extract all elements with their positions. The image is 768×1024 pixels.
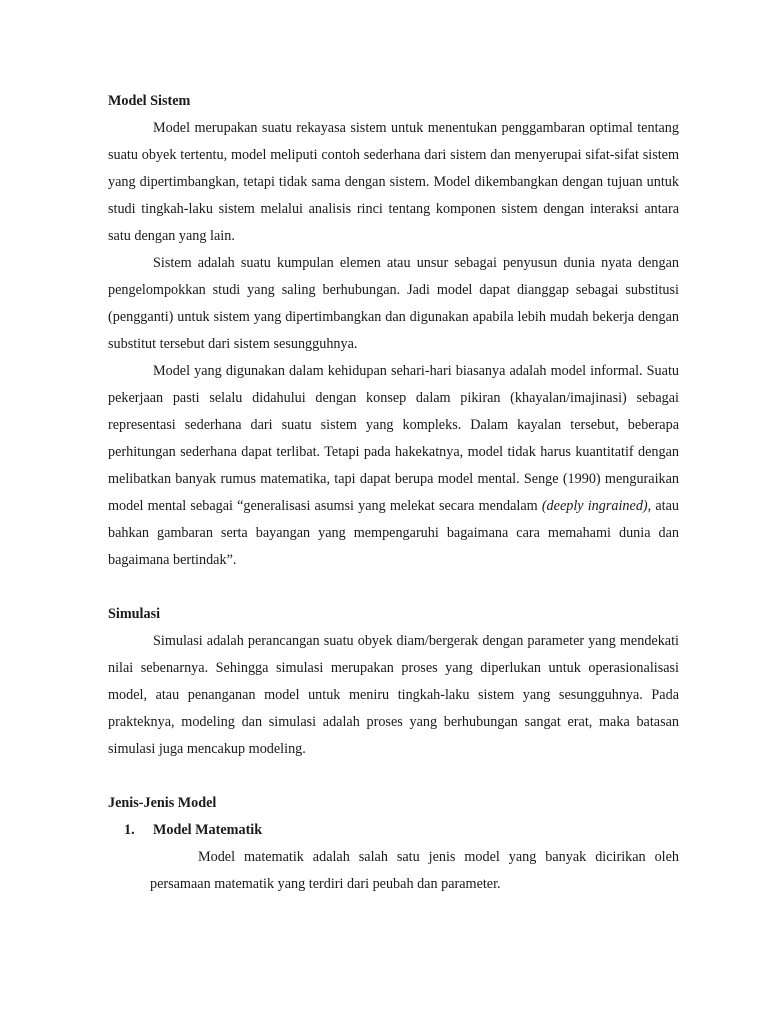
paragraph-text: Model yang digunakan dalam kehidupan sehari-hari biasanya adalah model informal. Suatu pekerjaan pasti selalu didahului dengan konsep dalam pikiran (khayalan/imajinasi) sebagai representasi sederhana dari suatu sistem yang kompleks. Dalam kayalan tersebut, beberapa perhitungan sederhana dapat terlibat. Tetapi pada hakekatnya, model tidak harus kuantitatif dengan melibatkan banyak rumus matematika, tapi dapat berupa model mental. Senge (1990) menguraikan model mental sebagai “generalisasi asumsi yang melekat secara mendalam [108, 363, 679, 514]
paragraph-sistem-definition: Sistem adalah suatu kumpulan elemen atau unsur sebagai penyusun dunia nyata dengan pengelompokkan studi yang saling berhubungan. Jadi model dapat dianggap sebagai substitusi (pengganti) untuk sistem yang dipertimbangkan dan digunakan apabila lebih mudah bekerja dengan substitut tersebut dari sistem sesungguhnya. [108, 255, 679, 352]
paragraph-simulasi-definition: Simulasi adalah perancangan suatu obyek diam/bergerak dengan parameter yang mendekati nilai sebenarnya. Sehingga simulasi merupakan proses yang diperlukan untuk operasionalisasi model, atau penanganan model untuk meniru tingkah-laku sistem yang sesungguhnya. Pada prakteknya, modeling dan simulasi adalah proses yang berhubungan sangat erat, maka batasan simulasi juga mencakup modeling. [108, 633, 679, 757]
paragraph-model-definition: Model merupakan suatu rekayasa sistem untuk menentukan penggambaran optimal tentang suatu obyek tertentu, model meliputi contoh sederhana dari sistem dan menyerupai sifat-sifat sistem yang dipertimbangkan, tetapi tidak sama dengan sistem. Model dikembangkan dengan tujuan untuk studi tingkah-laku sistem melalui analisis rinci tentang komponen sistem dengan interaksi antara satu dengan yang lain. [108, 120, 679, 244]
paragraph-gap [108, 574, 679, 601]
paragraph-gap [108, 763, 679, 790]
paragraph-model-informal [108, 358, 679, 574]
paragraph-model-matematik: Model matematik adalah salah satu jenis model yang banyak dicirikan oleh persamaan matematik yang terdiri dari peubah dan parameter. [150, 849, 679, 892]
list-item-model-matematik [124, 817, 679, 844]
section-heading-simulasi: Simulasi [108, 606, 161, 622]
italic-term: (deeply ingrained) [541, 498, 648, 514]
section-heading-model-sistem: Model Sistem [108, 93, 191, 109]
list-item-title: Model Matematik [153, 822, 263, 838]
list-item-number: 1. [124, 822, 135, 838]
document-page [108, 88, 679, 898]
paragraph-text: , atau bahkan gambaran serta bayangan yang mempengaruhi bagaimana cara memahami dunia dan bagaimana bertindak”. [108, 498, 679, 568]
section-heading-jenis-model: Jenis-Jenis Model [108, 795, 217, 811]
